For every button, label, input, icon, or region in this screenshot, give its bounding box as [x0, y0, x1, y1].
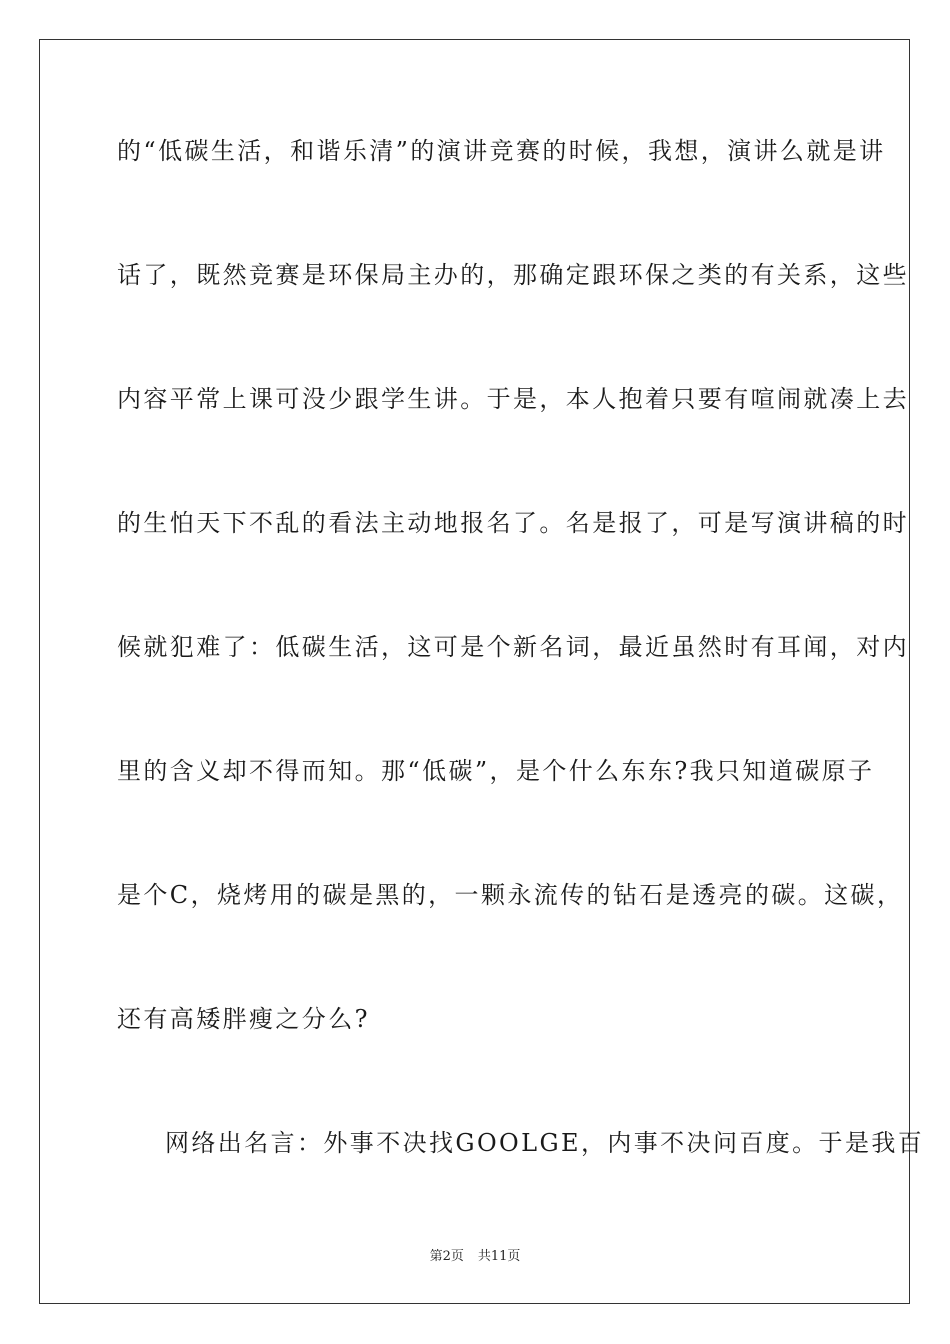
text-line: 是个C，烧烤用的碳是黑的，一颗永流传的钻石是透亮的碳。这碳，	[117, 881, 904, 909]
page-footer	[0, 1247, 950, 1267]
text-line: 还有高矮胖瘦之分么?	[117, 1005, 370, 1033]
page-total: 共11页	[477, 1249, 521, 1264]
text-line: 里的含义却不得而知。那“低碳”，是个什么东东?我只知道碳原子	[117, 757, 875, 785]
paragraph-first-line: 网络出名言：外事不决找GOOLGE，内事不决问百度。于是我百	[165, 1129, 925, 1157]
text-line: 内容平常上课可没少跟学生讲。于是，本人抱着只要有喧闹就凑上去	[117, 385, 909, 413]
page-number: 第2页	[429, 1249, 464, 1264]
text-line: 的“低碳生活，和谐乐清”的演讲竞赛的时候，我想，演讲么就是讲	[117, 137, 886, 165]
text-line: 的生怕天下不乱的看法主动地报名了。名是报了，可是写演讲稿的时	[117, 509, 909, 537]
text-line: 话了，既然竞赛是环保局主办的，那确定跟环保之类的有关系，这些	[117, 261, 909, 289]
text-line: 候就犯难了：低碳生活，这可是个新名词，最近虽然时有耳闻，对内	[117, 633, 909, 661]
